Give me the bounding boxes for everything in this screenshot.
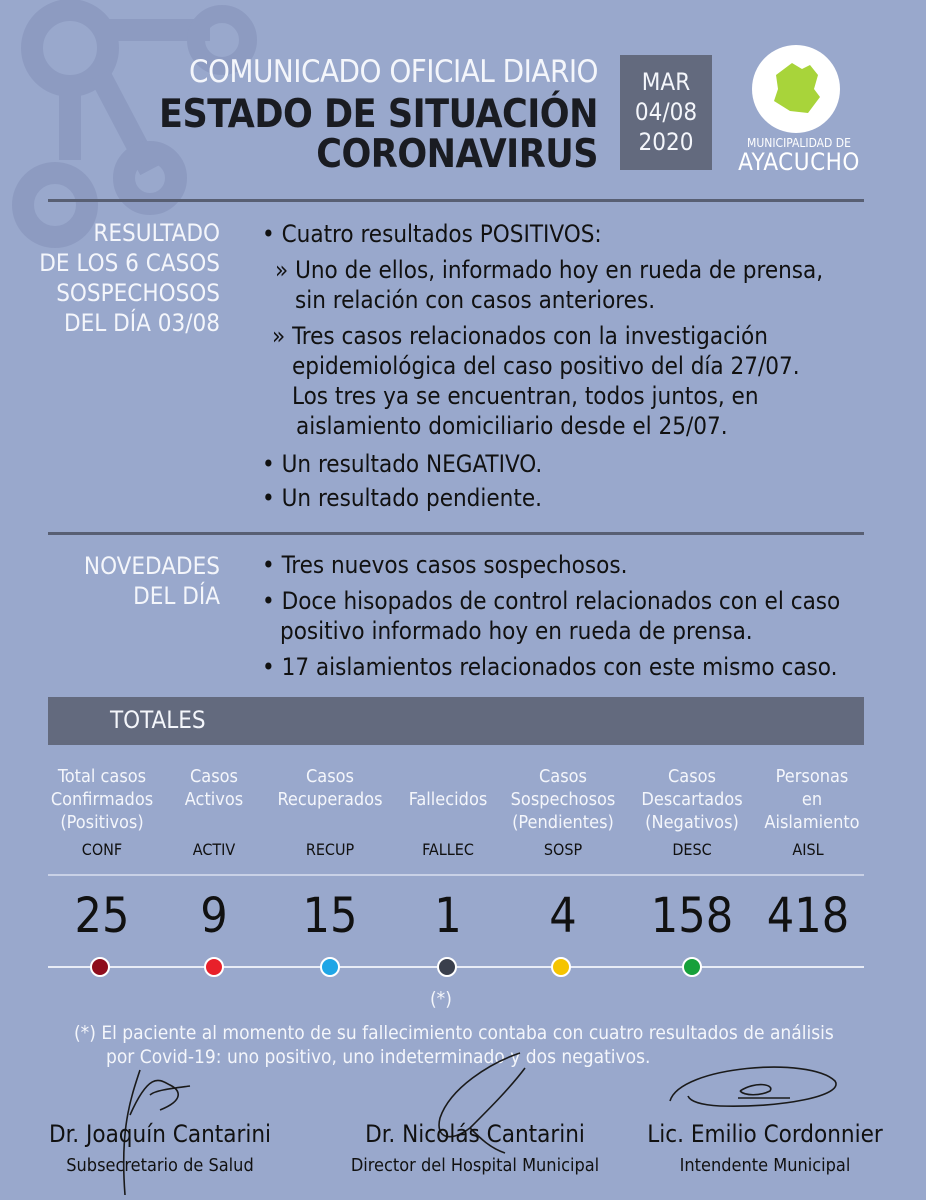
abbr-fallec: FALLEC	[422, 840, 474, 859]
footnote-line1: (*) El paciente al momento de su fallecimiento contaba con cuatro resultados de análisis	[74, 1022, 834, 1044]
col-desc: (Pendientes)	[512, 812, 614, 833]
section1-line: Los tres ya se encuentran, todos juntos, en	[292, 382, 759, 410]
value-conf: 25	[74, 888, 130, 944]
section2-line: • Tres nuevos casos sospechosos.	[262, 551, 628, 579]
section1-line: sin relación con casos anteriores.	[295, 286, 656, 314]
total-col-sosp	[503, 765, 623, 834]
value-activ: 9	[200, 888, 228, 944]
col-desc: Sospechosos	[510, 789, 616, 810]
value-aisl: 418	[766, 888, 850, 944]
header-title: ESTADO DE SITUACIÓN	[159, 92, 598, 137]
section1-label-line: DEL DÍA 03/08	[64, 309, 220, 337]
total-col-recup	[270, 765, 390, 811]
header-title-2: CORONAVIRUS	[316, 132, 598, 177]
section1-line: aislamiento domiciliario desde el 25/07.	[296, 412, 728, 440]
section1-label-line: DE LOS 6 CASOS	[39, 249, 220, 277]
abbr-activ: ACTIV	[192, 840, 236, 859]
total-col-conf	[42, 765, 162, 834]
signature-role: Subsecretario de Salud	[66, 1155, 254, 1176]
date-daymonth: 04/08	[634, 98, 698, 126]
signature-role: Intendente Municipal	[679, 1155, 851, 1176]
col-desc: (Negativos)	[645, 812, 739, 833]
fallec-footnote-marker: (*)	[430, 988, 452, 1010]
value-recup: 15	[302, 888, 358, 944]
section1-label-line: RESULTADO	[93, 219, 220, 247]
section1-line: • Un resultado NEGATIVO.	[262, 450, 543, 478]
total-col-desc	[632, 765, 752, 834]
divider	[48, 199, 864, 202]
totals-bar	[48, 697, 864, 745]
section2-line: • 17 aislamientos relacionados con este mismo caso.	[262, 653, 838, 681]
total-col-fallec	[388, 788, 508, 811]
header-subtitle: COMUNICADO OFICIAL DIARIO	[188, 54, 598, 90]
section2-label	[84, 551, 220, 611]
municipality-logo-icon	[752, 45, 840, 133]
col-desc: Casos	[189, 766, 238, 787]
totals-title: TOTALES	[110, 706, 206, 734]
dot-fallec	[437, 957, 457, 977]
col-desc: Casos	[538, 766, 587, 787]
col-desc: Confirmados	[50, 789, 154, 810]
section1-line: » Uno de ellos, informado hoy en rueda de prensa,	[275, 256, 824, 284]
logo-text-line2: AYACUCHO	[738, 148, 860, 176]
col-desc: Total casos	[57, 766, 147, 787]
section1-label-line: SOSPECHOSOS	[56, 279, 220, 307]
date-weekday: MAR	[641, 68, 691, 96]
col-desc: Aislamiento	[764, 812, 860, 833]
section1-line: epidemiológica del caso positivo del día 27/07.	[292, 352, 800, 380]
divider	[48, 874, 864, 876]
dot-conf	[90, 957, 110, 977]
abbr-desc: DESC	[672, 840, 712, 859]
total-col-aisl	[752, 765, 872, 834]
signature-role: Director del Hospital Municipal	[350, 1155, 600, 1176]
total-col-activ	[154, 765, 274, 811]
section1-line: • Un resultado pendiente.	[262, 484, 542, 512]
divider	[48, 532, 864, 535]
dot-sosp	[551, 957, 571, 977]
date-box	[620, 55, 712, 170]
col-desc: Personas	[775, 766, 849, 787]
section2-label-line: NOVEDADES	[83, 552, 220, 580]
dot-activ	[204, 957, 224, 977]
abbr-recup: RECUP	[305, 840, 355, 859]
signature-3-image	[660, 1056, 850, 1116]
signature-name: Lic. Emilio Cordonnier	[647, 1120, 883, 1148]
value-sosp: 4	[549, 888, 577, 944]
value-fallec: 1	[434, 888, 462, 944]
col-desc: Fallecidos	[408, 789, 488, 810]
abbr-sosp: SOSP	[543, 840, 583, 859]
section2-line: • Doce hisopados de control relacionados con el caso	[262, 587, 841, 615]
signature-name: Dr. Nicolás Cantarini	[365, 1120, 585, 1148]
date-year: 2020	[638, 128, 694, 156]
dot-desc	[682, 957, 702, 977]
signature-name: Dr. Joaquín Cantarini	[49, 1120, 271, 1148]
col-desc: Recuperados	[277, 789, 383, 810]
col-desc: Casos	[305, 766, 354, 787]
logo-text-line1: MUNICIPALIDAD DE	[747, 136, 851, 150]
col-desc: Descartados	[641, 789, 743, 810]
col-desc: (Positivos)	[60, 812, 144, 833]
section1-label	[39, 218, 220, 338]
section2-label-line: DEL DÍA	[133, 582, 220, 610]
col-desc: Casos	[667, 766, 716, 787]
section2-line: positivo informado hoy en rueda de prensa.	[280, 617, 753, 645]
abbr-aisl: AISL	[792, 840, 824, 859]
dot-recup	[320, 957, 340, 977]
section1-line: • Cuatro resultados POSITIVOS:	[262, 220, 602, 248]
section1-line: » Tres casos relacionados con la investigación	[272, 322, 768, 350]
col-desc: en	[801, 789, 823, 810]
col-desc: Activos	[184, 789, 244, 810]
value-desc: 158	[650, 888, 734, 944]
footnote-line2: por Covid-19: uno positivo, uno indeterminado y dos negativos.	[106, 1046, 651, 1068]
abbr-conf: CONF	[81, 840, 123, 859]
